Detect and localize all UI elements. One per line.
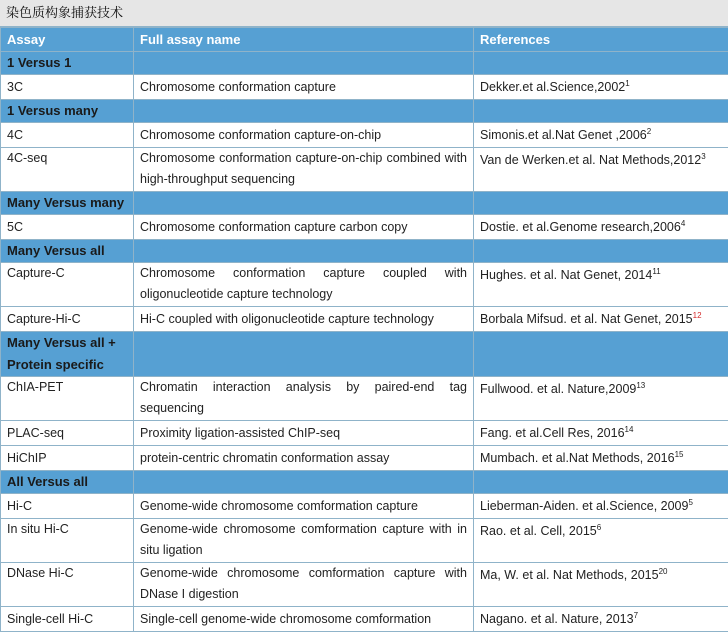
group-empty-cell [134, 52, 474, 75]
assay-cell: Capture-C [1, 263, 134, 307]
full-name-cell: Chromosome conformation capture [134, 75, 474, 100]
assay-cell: Single-cell Hi-C [1, 607, 134, 632]
assay-cell: DNase Hi-C [1, 563, 134, 607]
reference-text: Lieberman-Aiden. et al.Science, 2009 [480, 499, 688, 513]
full-name-cell: Proximity ligation-assisted ChIP-seq [134, 421, 474, 446]
reference-number: 11 [652, 267, 660, 276]
reference-text: Mumbach. et al.Nat Methods, 2016 [480, 451, 675, 465]
table-row [1, 215, 728, 240]
table-row [1, 377, 728, 421]
full-name-cell: Hi-C coupled with oligonucleotide capture technology [134, 307, 474, 332]
group-row [1, 52, 728, 75]
reference-number: 1 [625, 79, 629, 88]
reference-cell [474, 519, 728, 563]
header-full-assay-name: Full assay name [134, 28, 474, 52]
group-row [1, 100, 728, 123]
reference-cell [474, 215, 728, 240]
full-name-cell: Genome-wide chromosome comformation capture with DNase I digestion [134, 563, 474, 607]
table-header-row [1, 28, 728, 52]
assay-cell: In situ Hi-C [1, 519, 134, 563]
group-row [1, 192, 728, 215]
full-name-cell: Chromosome conformation capture carbon copy [134, 215, 474, 240]
full-name-cell: Genome-wide chromosome comformation capture [134, 494, 474, 519]
assay-cell: Hi-C [1, 494, 134, 519]
full-name-cell: Chromosome conformation capture-on-chip [134, 123, 474, 148]
assay-cell: 4C [1, 123, 134, 148]
table-row [1, 563, 728, 607]
reference-number: 13 [636, 381, 645, 390]
reference-text: Rao. et al. Cell, 2015 [480, 524, 597, 538]
group-row [1, 240, 728, 263]
reference-text: Simonis.et al.Nat Genet ,2006 [480, 128, 647, 142]
group-title: 1 Versus 1 [1, 52, 134, 75]
table-row [1, 519, 728, 563]
group-empty-cell [474, 192, 728, 215]
group-empty-cell [134, 471, 474, 494]
group-title: 1 Versus many [1, 100, 134, 123]
group-row [1, 471, 728, 494]
header-assay: Assay [1, 28, 134, 52]
full-name-cell: Genome-wide chromosome comformation capture with in situ ligation [134, 519, 474, 563]
reference-cell [474, 123, 728, 148]
group-empty-cell [134, 100, 474, 123]
reference-cell [474, 563, 728, 607]
reference-cell [474, 607, 728, 632]
reference-text: Nagano. et al. Nature, 2013 [480, 612, 634, 626]
assay-cell: ChIA-PET [1, 377, 134, 421]
assay-cell: 3C [1, 75, 134, 100]
table-row [1, 123, 728, 148]
reference-text: Dostie. et al.Genome research,2006 [480, 220, 681, 234]
group-empty-cell [474, 332, 728, 377]
reference-cell [474, 148, 728, 192]
reference-number: 2 [647, 127, 651, 136]
reference-number: 15 [675, 450, 684, 459]
full-name-cell: Chromosome conformation capture-on-chip combined with high-throughput sequencing [134, 148, 474, 192]
header-references: References [474, 28, 728, 52]
group-title: Many Versus all + Protein specific [1, 332, 134, 377]
table-row [1, 75, 728, 100]
reference-cell [474, 446, 728, 471]
full-name-cell: Chromatin interaction analysis by paired-end tag sequencing [134, 377, 474, 421]
reference-text: Ma, W. et al. Nat Methods, 2015 [480, 568, 659, 582]
reference-text: Hughes. et al. Nat Genet, 2014 [480, 268, 652, 282]
group-row [1, 332, 728, 377]
group-title: Many Versus many [1, 192, 134, 215]
table-caption: 染色质构象捕获技术 [0, 0, 728, 27]
full-name-cell: Single-cell genome-wide chromosome comformation [134, 607, 474, 632]
table-row [1, 607, 728, 632]
reference-number: 4 [681, 219, 685, 228]
reference-number: 20 [659, 567, 668, 576]
reference-number: 5 [688, 498, 692, 507]
reference-text: Fullwood. et al. Nature,2009 [480, 382, 636, 396]
reference-number: 3 [701, 152, 705, 161]
assay-cell: 5C [1, 215, 134, 240]
assay-table [0, 27, 728, 632]
group-empty-cell [474, 240, 728, 263]
reference-cell [474, 263, 728, 307]
reference-cell [474, 75, 728, 100]
reference-cell [474, 307, 728, 332]
reference-text: Borbala Mifsud. et al. Nat Genet, 2015 [480, 312, 693, 326]
group-empty-cell [134, 240, 474, 263]
group-title: All Versus all [1, 471, 134, 494]
reference-number: 12 [693, 311, 702, 320]
reference-text: Van de Werken.et al. Nat Methods,2012 [480, 153, 701, 167]
group-empty-cell [474, 52, 728, 75]
reference-text: Fang. et al.Cell Res, 2016 [480, 426, 625, 440]
group-empty-cell [474, 100, 728, 123]
reference-cell [474, 377, 728, 421]
reference-number: 6 [597, 523, 601, 532]
group-title: Many Versus all [1, 240, 134, 263]
assay-cell: 4C-seq [1, 148, 134, 192]
group-empty-cell [134, 332, 474, 377]
assay-cell: Capture-Hi-C [1, 307, 134, 332]
reference-text: Dekker.et al.Science,2002 [480, 80, 625, 94]
table-row [1, 307, 728, 332]
table-row [1, 494, 728, 519]
assay-cell: HiChIP [1, 446, 134, 471]
assay-table-body [1, 28, 728, 632]
table-row [1, 148, 728, 192]
reference-cell [474, 494, 728, 519]
full-name-cell: Chromosome conformation capture coupled with oligonucleotide capture technology [134, 263, 474, 307]
reference-number: 7 [634, 611, 638, 620]
group-empty-cell [474, 471, 728, 494]
group-empty-cell [134, 192, 474, 215]
table-row [1, 421, 728, 446]
assay-cell: PLAC-seq [1, 421, 134, 446]
reference-cell [474, 421, 728, 446]
table-row [1, 263, 728, 307]
reference-number: 14 [625, 425, 634, 434]
full-name-cell: protein-centric chromatin conformation assay [134, 446, 474, 471]
table-row [1, 446, 728, 471]
